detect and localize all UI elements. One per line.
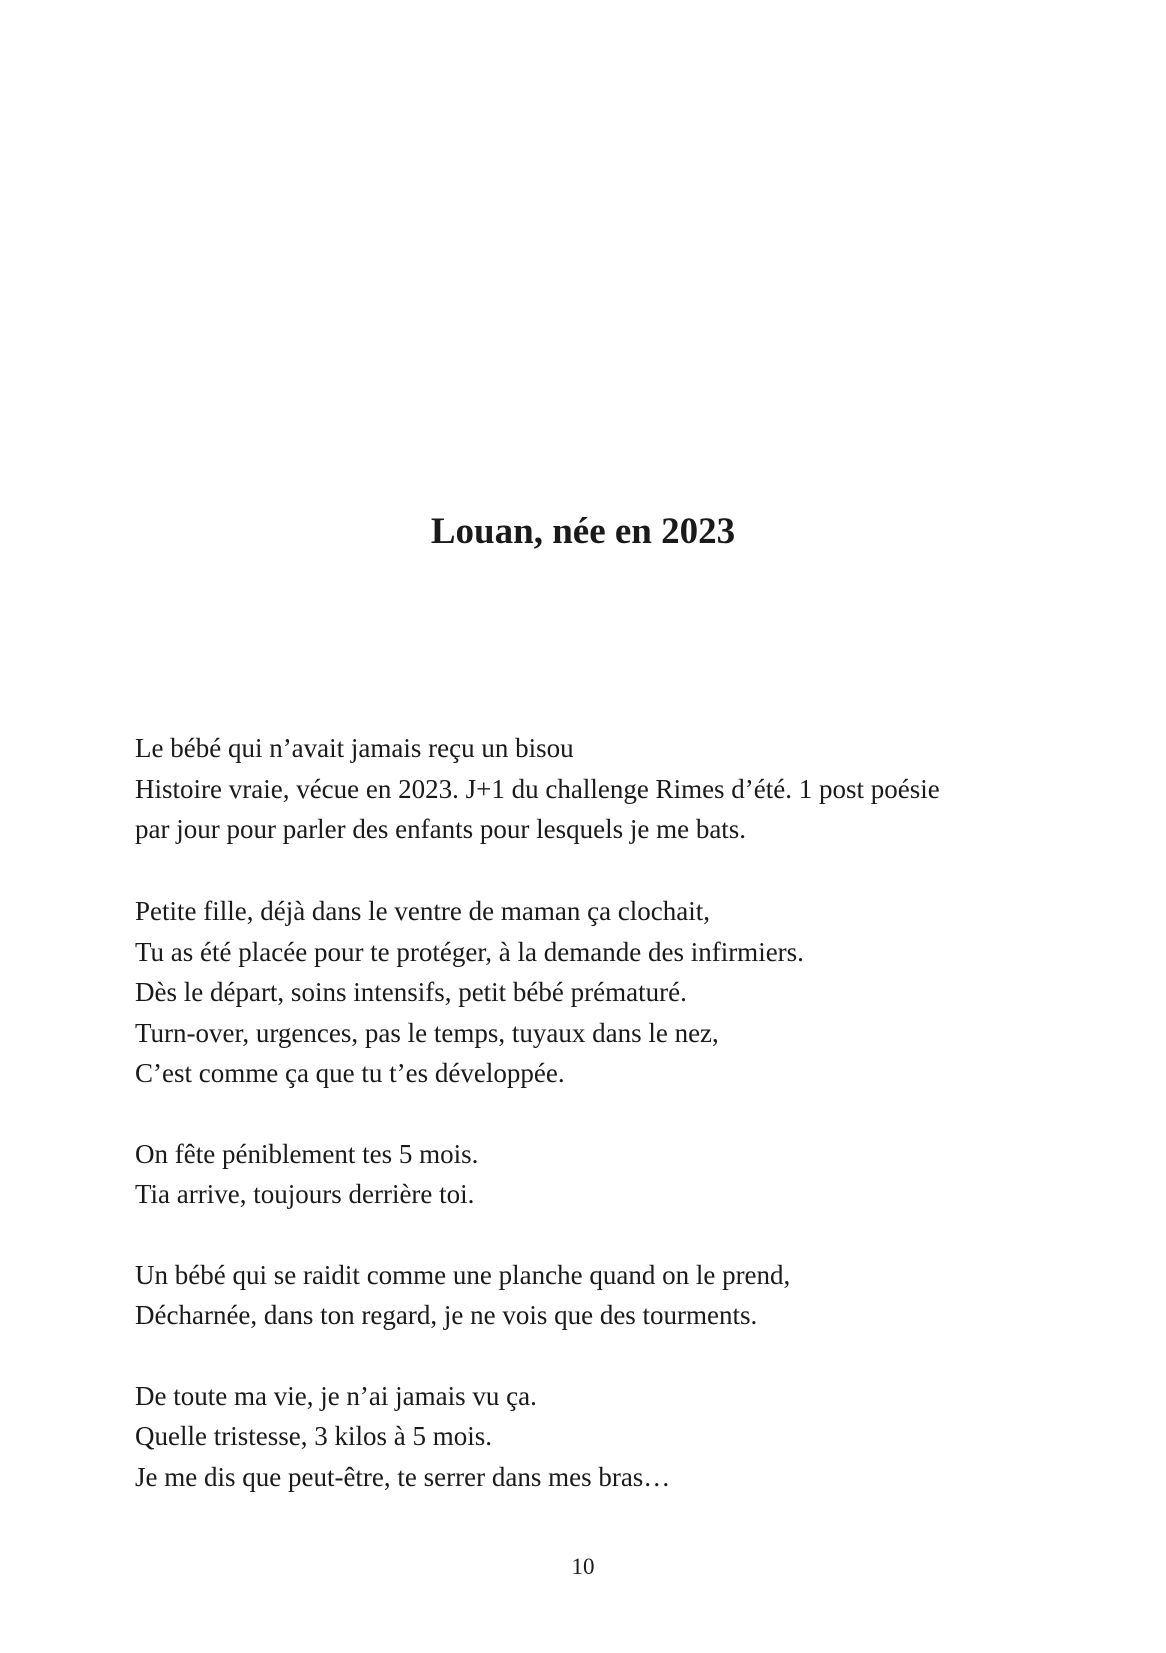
intro-line: Le bébé qui n’avait jamais reçu un bisou: [135, 733, 574, 763]
poem-line: De toute ma vie, je n’ai jamais vu ça.: [135, 1380, 537, 1411]
poem-line: Dès le départ, soins intensifs, petit bébé prématuré.: [135, 977, 687, 1007]
stanza: [135, 891, 1085, 1094]
stanza: [135, 1134, 1085, 1215]
poem-line: Décharnée, dans ton regard, je ne vois que des tourments.: [135, 1300, 758, 1330]
poem-line: C’est comme ça que tu t’es développée.: [135, 1058, 565, 1088]
poem-line: Quelle tristesse, 3 kilos à 5 mois.: [135, 1421, 492, 1451]
poem-body: [135, 891, 1085, 1497]
intro-paragraph: [135, 728, 1085, 850]
poem-line: Tu as été placée pour te protéger, à la demande des infirmiers.: [135, 936, 804, 967]
poem-line: On fête péniblement tes 5 mois.: [135, 1138, 479, 1169]
page-number: 10: [571, 1554, 595, 1579]
intro-line: par jour pour parler des enfants pour lesquels je me bats.: [135, 814, 747, 844]
poem-line: Je me dis que peut-être, te serrer dans mes bras…: [135, 1461, 671, 1492]
poem-line: Un bébé qui se raidit comme une planche quand on le prend,: [135, 1259, 791, 1290]
poem-line: Turn-over, urgences, pas le temps, tuyaux dans le nez,: [135, 1017, 719, 1048]
poem-line: Petite fille, déjà dans le ventre de maman ça clochait,: [135, 896, 711, 926]
intro-line: Histoire vraie, vécue en 2023. J+1 du challenge Rimes d’été. 1 post poésie: [135, 773, 940, 804]
stanza: [135, 1376, 1085, 1498]
stanza: [135, 1255, 1085, 1336]
poem-line: Tia arrive, toujours derrière toi.: [135, 1179, 475, 1209]
page-title: Louan, née en 2023: [430, 511, 736, 552]
